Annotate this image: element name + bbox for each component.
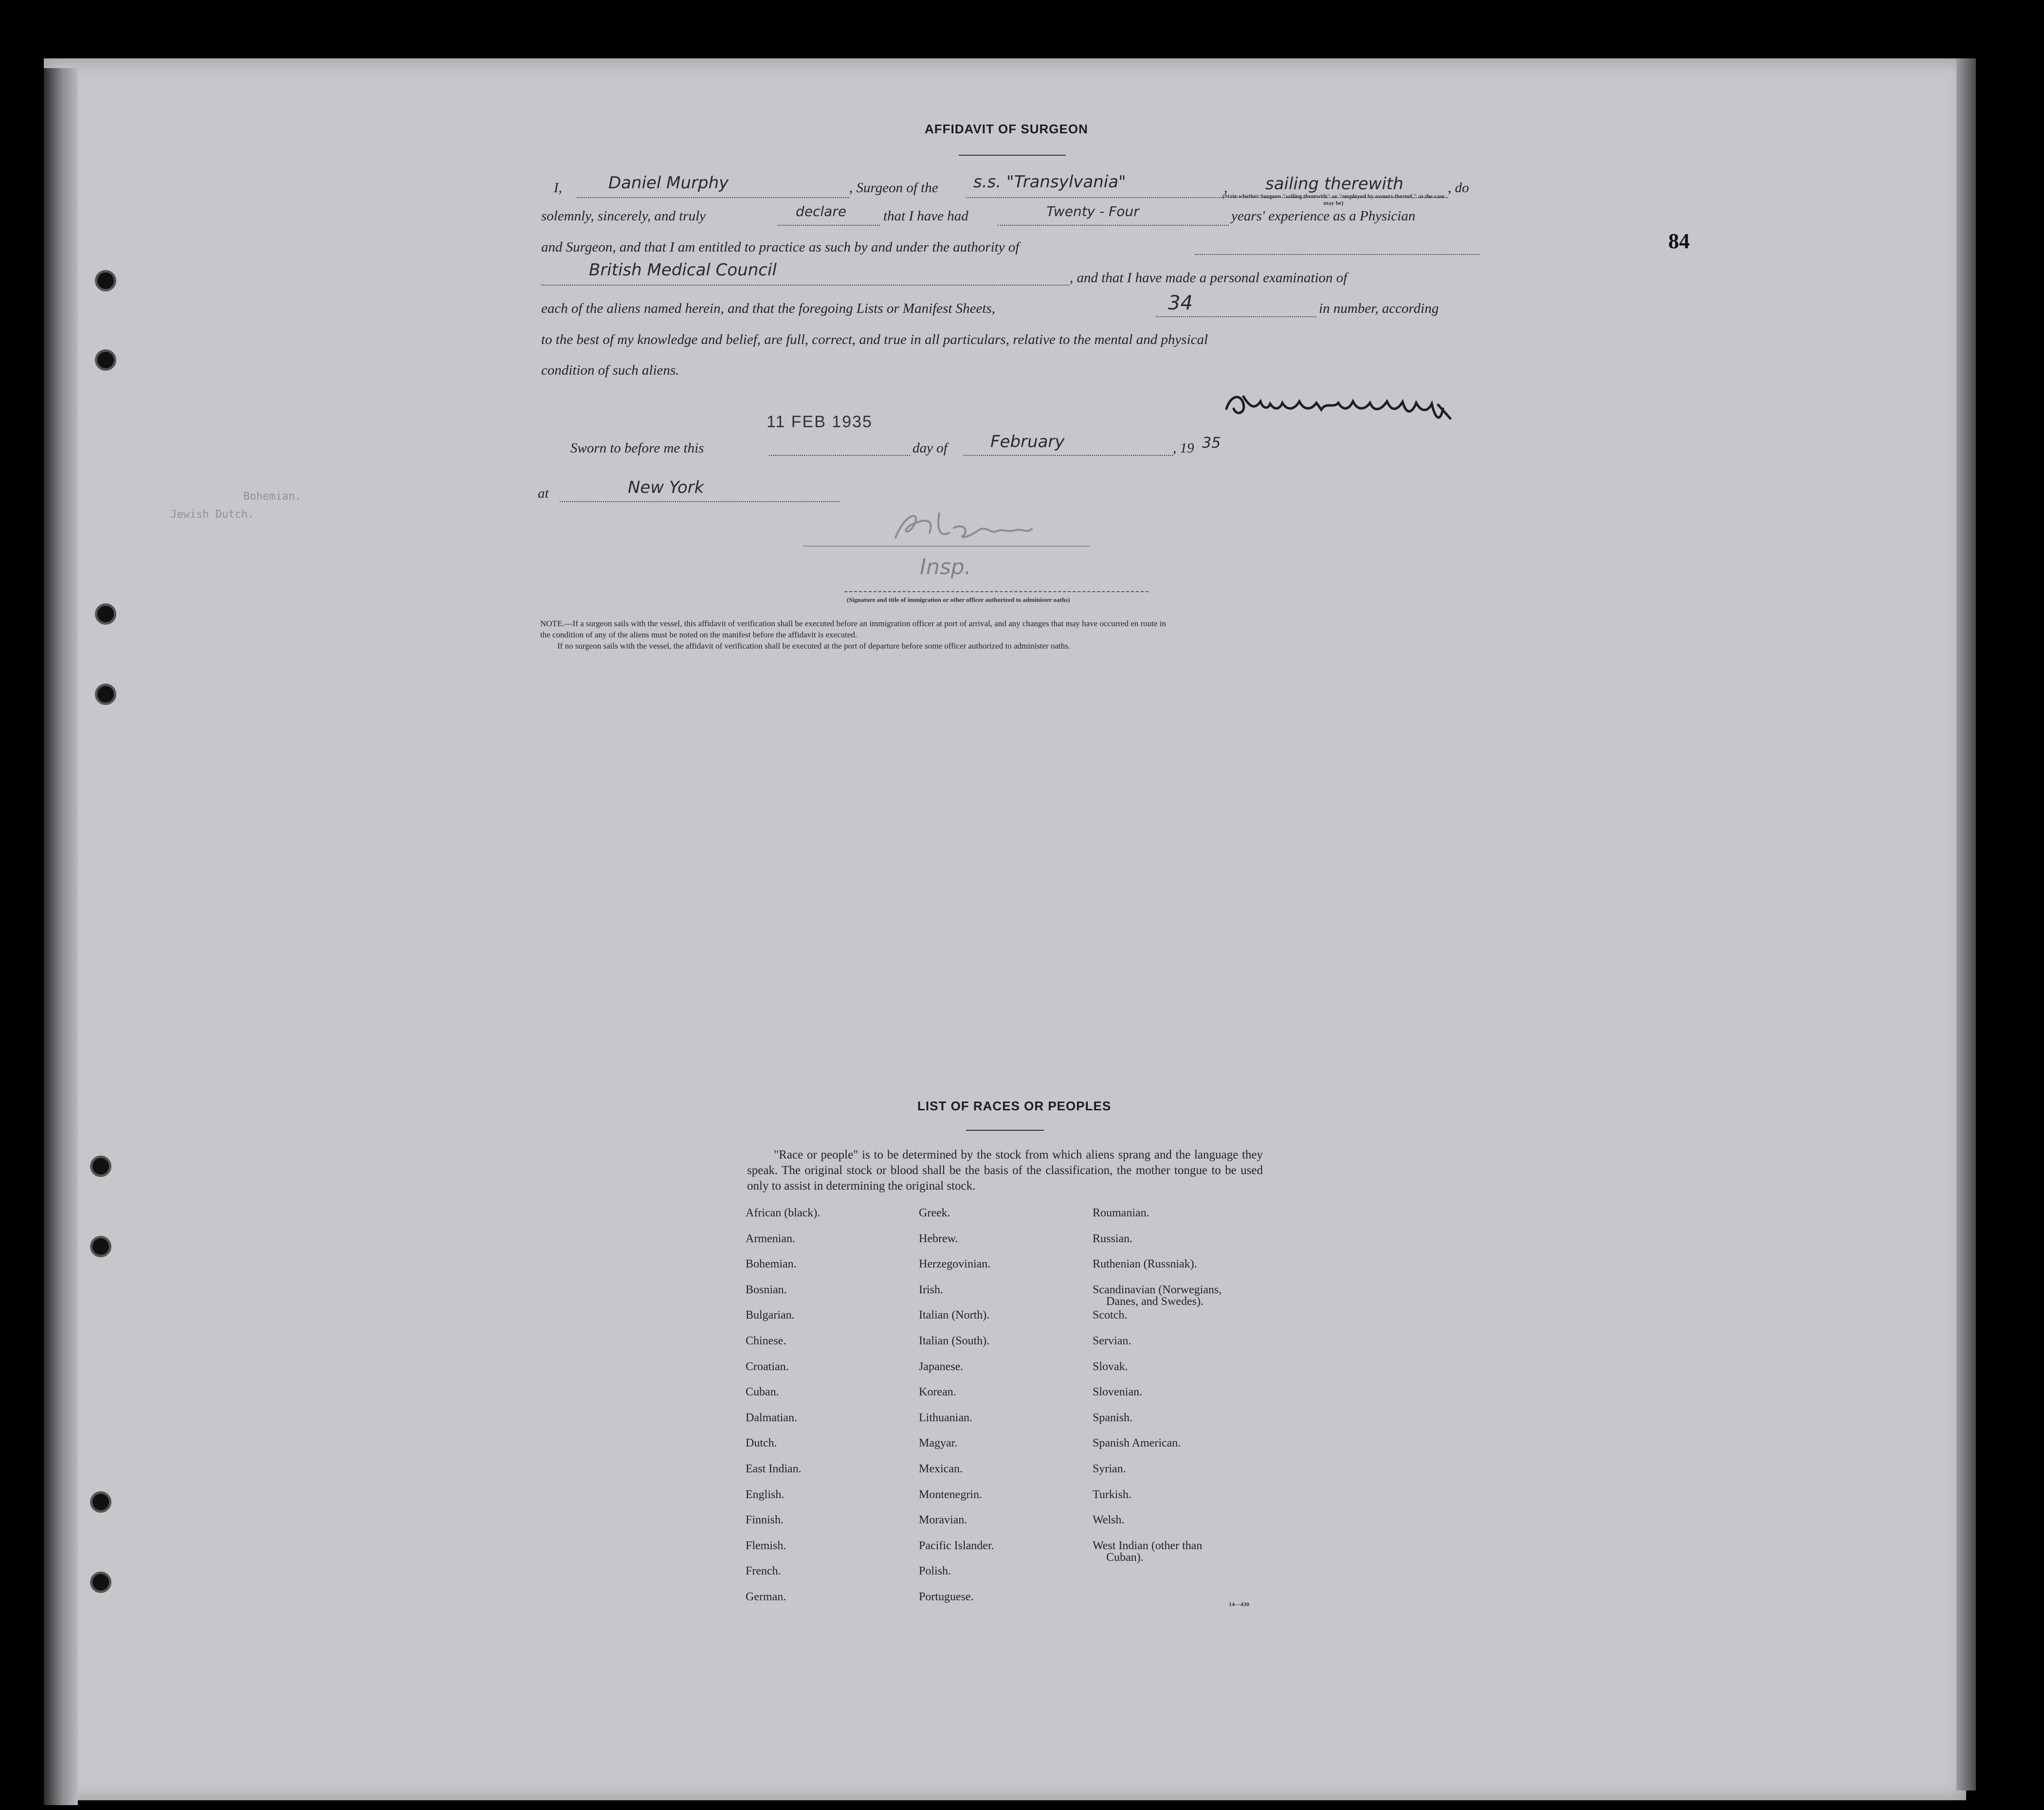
race-item: Finnish. [746, 1514, 784, 1527]
races-intro: "Race or people" is to be determined by the stock from which aliens sprang and the language they speak. The original stock or blood shall be the basis of the classification, the mother tongue to be used only to assist in determining the original stock. [747, 1148, 1263, 1193]
race-item: East Indian. [746, 1463, 802, 1475]
race-item: Roumanian. [1093, 1207, 1150, 1219]
sailing-status: sailing therewith [1265, 174, 1404, 194]
officer-title: Insp. [920, 555, 971, 579]
month-field-line [964, 455, 1173, 456]
date-stamp: 11 FEB 1935 [766, 413, 873, 431]
race-item: Montenegrin. [919, 1488, 982, 1501]
affidavit-text: , 19 [1173, 440, 1194, 456]
surgeon-name: Daniel Murphy [608, 173, 729, 193]
bleed-through-text: Jewish Dutch. [170, 508, 255, 521]
bleed-through-text: Bohemian. [243, 490, 302, 503]
binding-spine [44, 68, 78, 1805]
affidavit-text: , Surgeon of the [849, 180, 938, 196]
races-title: LIST OF RACES OR PEOPLES [917, 1099, 1112, 1113]
race-item: Slovak. [1093, 1360, 1128, 1373]
affidavit-text: that I have had [883, 208, 968, 224]
affidavit-text: in number, according [1319, 301, 1439, 316]
race-item: Cuban). [1106, 1551, 1144, 1564]
race-item: Portuguese. [919, 1591, 974, 1603]
race-item: Armenian. [746, 1232, 795, 1245]
race-item: Danes, and Swedes). [1106, 1295, 1204, 1308]
race-item: Welsh. [1093, 1514, 1125, 1527]
race-item: Turkish. [1093, 1488, 1132, 1501]
page-edge [1956, 58, 1976, 1791]
binder-hole [95, 684, 116, 705]
race-item: Bulgarian. [746, 1309, 795, 1322]
race-item: Syrian. [1093, 1463, 1126, 1475]
affidavit-text: Sworn to before me this [570, 440, 704, 456]
declare-verb: declare [796, 203, 847, 219]
race-item: African (black). [746, 1207, 821, 1219]
binder-hole [95, 270, 116, 291]
binder-hole [90, 1572, 111, 1593]
race-item: Chinese. [746, 1335, 786, 1347]
ship-field-line [966, 197, 1224, 198]
name-field-line [577, 197, 849, 198]
verb-field-line [778, 225, 880, 226]
race-item: Greek. [919, 1207, 950, 1219]
affidavit-text: , [1224, 180, 1228, 196]
affidavit-text: and Surgeon, and that I am entitled to practice as such by and under the authority of [541, 239, 1020, 255]
affidavit-text: day of [912, 440, 948, 456]
affidavit-text: to the best of my knowledge and belief, are full, correct, and true in all particulars, relative to the mental and physical [541, 332, 1208, 347]
race-item: Servian. [1093, 1335, 1132, 1347]
manifest-sheet-count: 34 [1168, 292, 1193, 314]
note-text: NOTE.—If a surgeon sails with the vessel, this affidavit of verification shall be executed before an immigration officer at port of arrival, and any changes that may have occurred en route in [540, 619, 1166, 628]
note-text: the condition of any of the aliens must be noted on the manifest before the affidavit is executed. [540, 630, 858, 639]
officer-signature [886, 504, 1071, 547]
page-number: 84 [1668, 229, 1690, 253]
binder-hole [90, 1491, 111, 1513]
authority: British Medical Council [589, 260, 777, 280]
form-number: 14—430 [1229, 1601, 1249, 1608]
affidavit-text: years' experience as a Physician [1231, 208, 1416, 224]
race-item: German. [746, 1591, 786, 1603]
binder-hole [95, 349, 116, 371]
affidavit-title: AFFIDAVIT OF SURGEON [925, 122, 1088, 136]
binder-hole [90, 1236, 111, 1257]
affidavit-text: , and that I have made a personal examination of [1070, 270, 1348, 286]
years-field-line [998, 225, 1229, 226]
ship-name: s.s. "Transylvania" [973, 172, 1126, 192]
officer-caption: (Signature and title of immigration or other officer authorized to administer oaths) [847, 596, 1070, 603]
sworn-month: February [990, 432, 1065, 452]
officer-caption-line [844, 591, 1149, 592]
title-underline [959, 155, 1066, 156]
race-item: Hebrew. [919, 1232, 958, 1245]
race-item: Polish. [919, 1565, 951, 1578]
race-item: French. [746, 1565, 781, 1578]
sworn-year: 35 [1202, 434, 1221, 452]
race-item: Scotch. [1093, 1309, 1128, 1322]
authority-field-line [541, 285, 1069, 286]
affidavit-text: each of the aliens named herein, and that the foregoing Lists or Manifest Sheets, [541, 301, 995, 316]
race-item: Dalmatian. [746, 1411, 797, 1424]
note-text: If no surgeon sails with the vessel, the affidavit of verification shall be executed at the port of departure before some officer authorized to administer oaths. [557, 641, 1071, 651]
race-item: Japanese. [919, 1360, 964, 1373]
years-experience: Twenty - Four [1046, 203, 1139, 219]
place-field-line [560, 501, 840, 502]
manifest-page [44, 58, 1966, 1800]
race-item: Scandinavian (Norwegians, [1093, 1283, 1222, 1296]
race-item: Moravian. [919, 1514, 967, 1527]
authority-field-line [1195, 254, 1479, 255]
race-item: Spanish American. [1093, 1437, 1181, 1450]
race-item: Korean. [919, 1386, 956, 1399]
affidavit-text: , do [1448, 180, 1469, 196]
race-item: West Indian (other than [1093, 1539, 1203, 1552]
affidavit-text: at [538, 486, 549, 501]
race-item: Russian. [1093, 1232, 1133, 1245]
sailing-note: (State whether Surgeon "sailing therewith" or "employed by owners thereof," as the case may be) [1222, 193, 1445, 206]
race-item: English. [746, 1488, 785, 1501]
race-item: Flemish. [746, 1539, 786, 1552]
race-item: Mexican. [919, 1463, 963, 1475]
race-item: Herzegovinian. [919, 1258, 991, 1271]
race-item: Italian (South). [919, 1335, 990, 1347]
race-item: Croatian. [746, 1360, 789, 1373]
race-item: Italian (North). [919, 1309, 990, 1322]
affidavit-text: solemnly, sincerely, and truly [541, 208, 706, 224]
day-field-line [769, 455, 910, 456]
races-title-underline [966, 1130, 1044, 1131]
race-item: Lithuanian. [919, 1411, 972, 1424]
race-item: Cuban. [746, 1386, 779, 1399]
race-item: Ruthenian (Russniak). [1093, 1258, 1197, 1271]
surgeon-signature [1222, 375, 1475, 428]
race-item: Magyar. [919, 1437, 958, 1450]
race-item: Bosnian. [746, 1283, 787, 1296]
race-item: Spanish. [1093, 1411, 1133, 1424]
affidavit-text: I, [554, 180, 562, 196]
binder-hole [90, 1156, 111, 1177]
race-item: Bohemian. [746, 1258, 797, 1271]
sheets-field-line [1156, 316, 1316, 317]
race-item: Irish. [919, 1283, 943, 1296]
race-item: Pacific Islander. [919, 1539, 994, 1552]
race-item: Dutch. [746, 1437, 777, 1450]
affidavit-text: condition of such aliens. [541, 362, 679, 378]
binder-hole [95, 603, 116, 625]
sworn-place: New York [628, 478, 704, 497]
race-item: Slovenian. [1093, 1386, 1142, 1399]
